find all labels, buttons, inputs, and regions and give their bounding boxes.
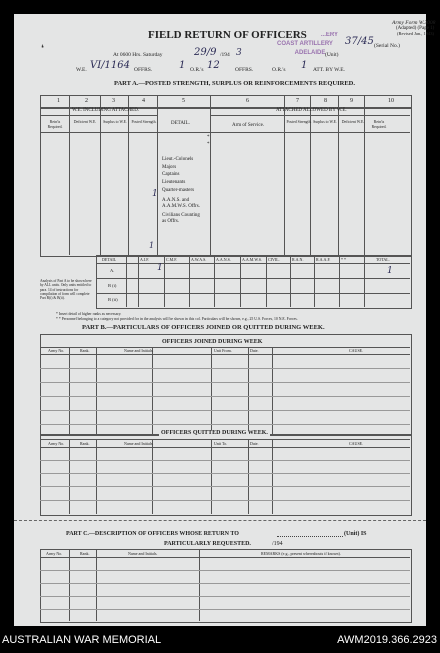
footer-left: AUSTRALIAN WAR MEMORIAL: [2, 634, 162, 646]
sub-header-left: Posted Strength.: [131, 120, 157, 124]
analysis-header: C.M.F.: [166, 257, 178, 262]
serial-value: 37/45: [345, 36, 374, 47]
quitted-column-header: Date.: [250, 441, 259, 446]
joined-row-line: [40, 396, 410, 397]
rank-label: Lieutenants: [162, 180, 186, 185]
column-number: 3: [112, 98, 115, 104]
rank-label: Lieut.-Colonels: [162, 157, 194, 162]
part-c-column-line: [199, 549, 200, 621]
joined-column-line: [152, 347, 153, 434]
column-number: 4: [142, 98, 145, 104]
column-number: 10: [388, 98, 394, 104]
form-title: FIELD RETURN OF OFFICERS: [148, 29, 307, 41]
analysis-column-line: [164, 255, 165, 307]
we-label: W.E.: [76, 67, 87, 73]
rank-label: Majors: [162, 165, 177, 170]
part-c-row-line: [40, 596, 410, 597]
att-label: ATT. BY W.E.: [313, 67, 345, 73]
archive-footer: [0, 631, 440, 653]
form-revised: (Revised Jan., 1943): [397, 31, 434, 36]
serial-label: (Serial No.): [374, 43, 400, 49]
rank-label: A.A.M.W.S. Offrs.: [162, 204, 200, 209]
column-line: [69, 95, 70, 255]
analysis-header: A.W.A.S.: [191, 257, 207, 262]
column-line: [310, 95, 311, 255]
joined-column-line: [96, 347, 97, 434]
joined-row-line: [40, 410, 410, 411]
part-c-column-line: [96, 549, 97, 621]
year-label: /194: [220, 52, 230, 58]
sub-header-left: Rein'ts Required.: [47, 120, 63, 129]
joined-row-line: [40, 368, 410, 369]
part-c-column-header: Rank.: [80, 551, 90, 556]
joined-column-line: [211, 347, 212, 434]
analysis-header: R.A.N.: [292, 257, 304, 262]
column-number: 2: [85, 98, 88, 104]
rank-label: Quarter-masters: [162, 188, 195, 193]
joined-column-header: Army No.: [48, 348, 65, 353]
ors-value: 12: [207, 60, 220, 71]
part-a-title: PART A.—POSTED STRENGTH, SURPLUS OR REINFORCEMENTS REQUIRED.: [114, 80, 355, 87]
quitted-column-header: Rank.: [80, 441, 90, 446]
year-digit: 3: [236, 48, 242, 58]
att-group-header: ATTACHED ALLOWED BY W.E.: [276, 108, 347, 113]
part-c-column-header: Name and Initials.: [128, 551, 158, 556]
quitted-column-header: Army No.: [48, 441, 65, 446]
column-line: [364, 95, 365, 255]
part-c-column-line: [69, 549, 70, 621]
analysis-row-label: A.: [110, 268, 115, 273]
stamp-line-2: COAST ARTILLERY: [277, 41, 333, 47]
offrs2-label: OFFRS.: [235, 67, 254, 73]
footnote-2: * * Personnel belonging to a category not provided for in the analysis will be shown in this col. Particulars will be shown, e.g., 25 U.S. Forces, 10 N.E. Forces.: [56, 317, 298, 321]
cut-line: [14, 520, 426, 521]
analysis-column-line: [339, 255, 340, 307]
rank-label: Civilians Counting: [162, 213, 200, 218]
column-number: 5: [182, 98, 185, 104]
we-group-header: W.E. INCLUDING ATTACHED.: [72, 108, 140, 113]
form-adapted: (Adapted) (Page 1): [396, 26, 435, 31]
column-line: [128, 95, 129, 255]
joined-column-line: [272, 347, 273, 434]
we-value: VI/1164: [90, 60, 130, 71]
joined-column-header: Rank.: [80, 348, 90, 353]
unit-label: (Unit): [325, 52, 339, 58]
joined-column-header: Date.: [250, 348, 259, 353]
analysis-note: Analysis of Part A to be shown here by ALL units. Only units entitled to para. 14 of instructions for compilation of form will complete Part B(i) & B(ii).: [40, 279, 92, 301]
analysis-column-line: [138, 255, 139, 307]
joined-column-line: [248, 347, 249, 434]
analysis-header: TOTAL.: [376, 257, 390, 262]
posted-strength-mark: 1: [152, 189, 158, 199]
quitted-row-line: [40, 486, 410, 487]
sub-header-left: Surplus to W.E.: [103, 120, 127, 124]
sub-header-right: Deficient W.E.: [341, 120, 365, 124]
ors2-value: 1: [301, 60, 308, 71]
analysis-column-line: [266, 255, 267, 307]
part-c-title: PART C.—DESCRIPTION OF OFFICERS WHOSE RETURN TO: [66, 531, 239, 537]
quitted-column-header: Name and Initials.: [124, 441, 154, 446]
column-line: [157, 95, 158, 255]
part-c-column-header: REMARKS (e.g., present whereabouts if known).: [261, 551, 341, 556]
analysis-header: CIVIL.: [268, 257, 280, 262]
form-name: Army Form W.3008: [392, 20, 436, 26]
posted-strength-total: 1: [149, 241, 155, 250]
analysis-total-value: 1: [387, 266, 393, 276]
sub-header-left: Deficient W.E.: [73, 120, 97, 124]
rank-label: as Offrs.: [162, 219, 180, 224]
quitted-column-line: [211, 439, 212, 514]
offrs-value: 1: [179, 60, 186, 71]
column-line: [338, 95, 339, 255]
column-line: [100, 95, 101, 255]
joined-title: OFFICERS JOINED DURING WEEK: [162, 339, 263, 345]
quitted-row-line: [40, 473, 410, 474]
column-number: 6: [246, 98, 249, 104]
analysis-column-line: [189, 255, 190, 307]
analysis-column-line: [314, 255, 315, 307]
sub-header-right: Posted Strength.: [286, 120, 312, 124]
analysis-column-line: [126, 255, 127, 307]
quitted-title: OFFICERS QUITTED DURING WEEK.: [161, 430, 268, 436]
sub-header-right: Surplus to W.E.: [313, 120, 337, 124]
column-line: [210, 95, 211, 255]
ors2-label: O.R.'s: [272, 67, 286, 73]
analysis-column-line: [290, 255, 291, 307]
analysis-header: A.I.F.: [140, 257, 150, 262]
part-c-column-header: Army No.: [46, 551, 63, 556]
joined-column-header: Name and Initials.: [124, 348, 154, 353]
quitted-column-line: [96, 439, 97, 514]
joined-column-header: CAUSE.: [349, 348, 364, 353]
column-number: 9: [350, 98, 353, 104]
quitted-row-line: [40, 500, 410, 501]
rank-asterisks: * *: [207, 135, 210, 147]
column-number: 8: [324, 98, 327, 104]
part-c-row-line: [40, 570, 410, 571]
quitted-row-line: [40, 460, 410, 461]
analysis-row-label: B (ii): [108, 297, 118, 302]
column-number: 7: [296, 98, 299, 104]
analysis-header: * *: [341, 257, 346, 262]
quitted-column-line: [152, 439, 153, 514]
analysis-column-line: [364, 255, 365, 307]
rank-label: Captains: [162, 172, 180, 177]
ors-label: O.R.'s: [190, 67, 204, 73]
stamp-line-1: ...ERY: [320, 32, 338, 38]
mark-icon: ❛: [41, 43, 44, 53]
at-hrs-label: At 0600 Hrs. Saturday: [113, 52, 163, 58]
quitted-column-line: [69, 439, 70, 514]
arm-of-service-header: Arm of Service.: [232, 123, 265, 128]
part-a-main-table: [40, 107, 412, 257]
analysis-column-line: [214, 255, 215, 307]
analysis-aif-value: 1: [157, 263, 163, 273]
form-page: [14, 14, 436, 626]
column-number: 1: [57, 98, 60, 104]
footer-right: AWM2019.366.2923: [337, 634, 437, 646]
quitted-column-header: Unit To.: [214, 441, 228, 446]
date-value: 29/9: [194, 47, 217, 58]
part-c-unit-line: [277, 536, 343, 537]
part-b-title: PART B.—PARTICULARS OF OFFICERS JOINED OR QUITTED DURING WEEK.: [82, 324, 325, 331]
offrs-label: OFFRS.: [134, 67, 153, 73]
footnote-1: * Insert detail of higher ranks as necessary.: [56, 312, 122, 316]
quitted-column-line: [272, 439, 273, 514]
part-c-row-line: [40, 583, 410, 584]
part-c-title-tail: (Unit) IS: [344, 531, 367, 537]
stamp-line-3: ADELAIDE: [294, 50, 326, 56]
analysis-header: A.A.N.S.: [216, 257, 231, 262]
part-c-requested: PARTICULARLY REQUESTED.: [164, 541, 251, 547]
sub-header-right: Rein'ts Required.: [371, 120, 387, 129]
column-line: [284, 95, 285, 255]
joined-column-line: [69, 347, 70, 434]
analysis-row-label: B (i): [108, 283, 117, 288]
analysis-header: A.A.M.W.S.: [242, 257, 262, 262]
analysis-header: R.A.A.F.: [316, 257, 331, 262]
part-c-row-line: [40, 609, 410, 610]
analysis-header: DETAIL: [102, 257, 117, 262]
joined-row-line: [40, 424, 410, 425]
rank-label: A.A.N.S. and: [162, 198, 190, 203]
part-c-date: /194: [272, 541, 283, 547]
detail-header: DETAIL.: [171, 121, 190, 126]
joined-row-line: [40, 382, 410, 383]
quitted-column-line: [248, 439, 249, 514]
analysis-column-line: [240, 255, 241, 307]
quitted-column-header: CAUSE.: [349, 441, 364, 446]
joined-column-header: Unit From.: [214, 348, 232, 353]
